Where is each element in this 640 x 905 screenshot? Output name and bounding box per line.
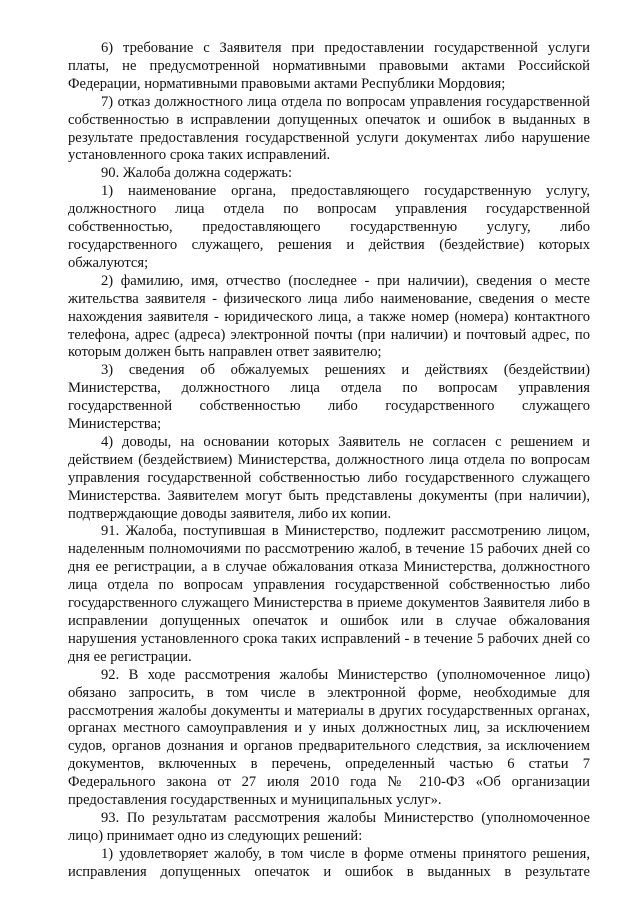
paragraph-91: 91. Жалоба, поступившая в Министерство, подлежит рассмотрению лицом, наделенным полномочиями по рассмотрению жалоб, в течение 15 рабочих дней со дня ее регистрации, а в случае обжалования отказа Министерства, должностного лица отдела по вопросам управления государственной собственностью либо государственного служащего Министерства в приеме документов Заявителя либо в исправлении допущенных опечаток и ошибок или в случае обжалования нарушения установленного срока таких исправлений - в течение 5 рабочих дней со дня ее регистрации. [68, 523, 590, 665]
paragraph-93: 93. По результатам рассмотрения жалобы Министерство (уполномоченное лицо) принимает одно из следующих решений: [68, 809, 590, 844]
paragraph-90: 90. Жалоба должна содержать: [101, 165, 292, 182]
paragraph-item-6: 6) требование с Заявителя при предоставлении государственной услуги платы, не предусмотренной нормативными правовыми актами Российской Федерации, нормативными правовыми актами Республики Мордовия; [68, 40, 590, 92]
paragraph-90-item-3: 3) сведения об обжалуемых решениях и действиях (бездействии) Министерства, должностного лица отдела по вопросам управления государственной собственностью либо государственного служащего Министерства; [68, 362, 590, 433]
document-body [68, 40, 590, 882]
paragraph-90-item-1: 1) наименование органа, предоставляющего государственную услугу, должностного лица отдела по вопросам управления государственной собственностью, предоставляющего государственную услугу, либо государственного служащего, решения и действия (бездействие) которых обжалуются; [68, 183, 590, 271]
paragraph-item-7: 7) отказ должностного лица отдела по вопросам управления государственной собственностью в исправлении допущенных опечаток и ошибок в выданных в результате предоставления государственной услуги документах либо нарушение установленного срока таких исправлений. [68, 93, 590, 164]
paragraph-90-item-2: 2) фамилию, имя, отчество (последнее - при наличии), сведения о месте жительства заявителя - физического лица либо наименование, сведения о месте нахождения заявителя - юридического лица, а также номер (номера) контактного телефона, адрес (адреса) электронной почты (при наличии) и почтовый адрес, по которым должен быть направлен ответ заявителю; [68, 272, 590, 361]
paragraph-90-item-4: 4) доводы, на основании которых Заявитель не согласен с решением и действием (бездействием) Министерства, должностного лица отдела по вопросам управления государственной собственностью либо государственного служащего Министерства. Заявителем могут быть представлены документы (при наличии), подтверждающие доводы заявителя, либо их копии. [68, 433, 590, 522]
paragraph-92: 92. В ходе рассмотрения жалобы Министерство (уполномоченное лицо) обязано запросить, в том числе в электронной форме, необходимые для рассмотрения жалобы документы и материалы в других государственных органах, органах местного самоуправления и у иных должностных лиц, за исключением судов, органов дознания и органов предварительного следствия, за исключением документов, включенных в перечень, определенный частью 6 статьи 7 Федерального закона от 27 июля 2010 года № 210-ФЗ «Об организации предоставления государственных и муниципальных услуг». [68, 666, 590, 809]
paragraph-93-item-1: 1) удовлетворяет жалобу, в том числе в форме отмены принятого решения, исправления допущенных опечаток и ошибок в выданных в результате [68, 845, 590, 880]
